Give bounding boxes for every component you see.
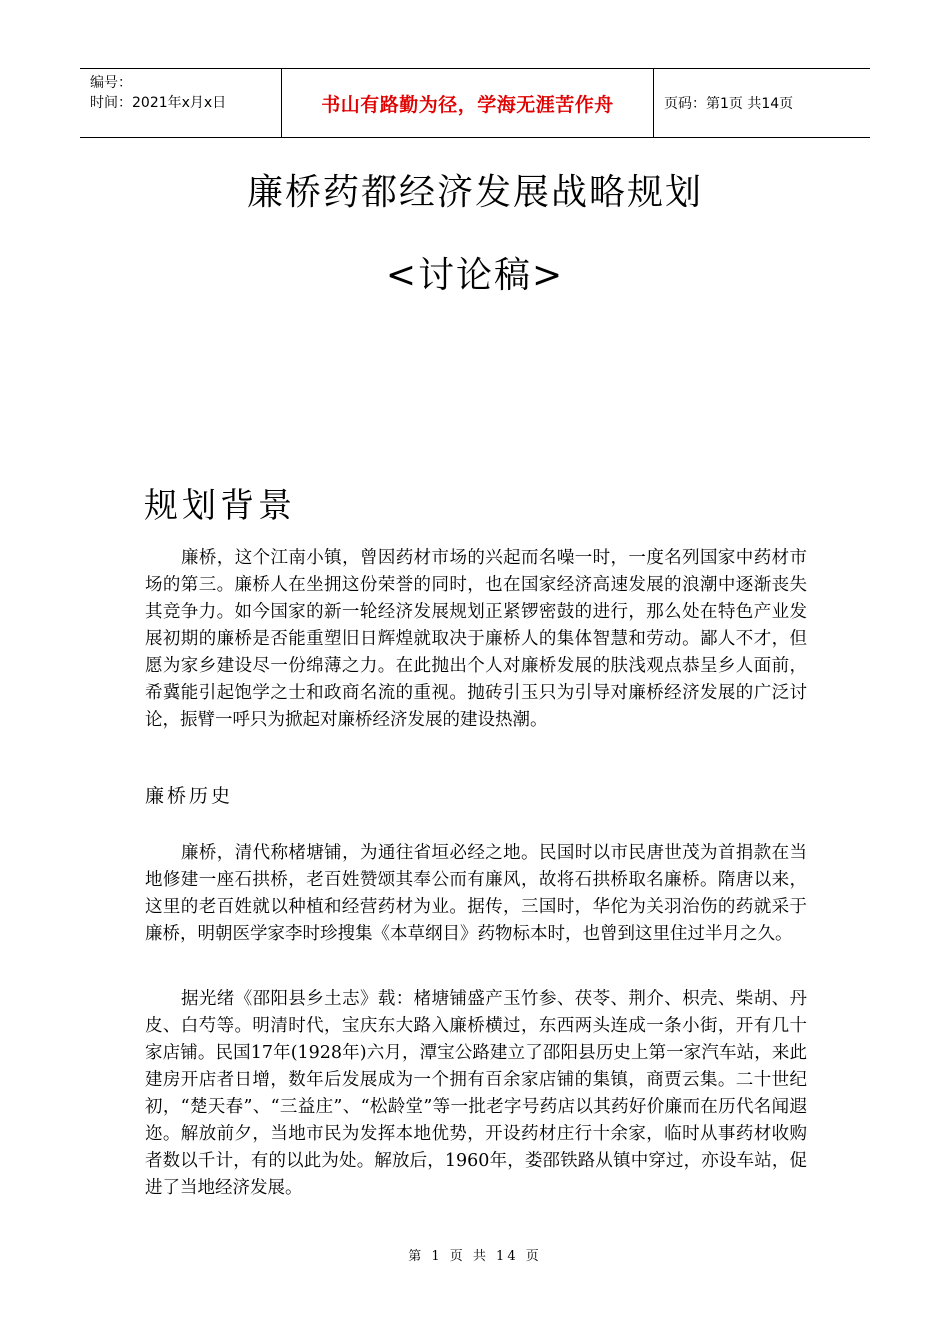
header-motto: 书山有路勤为径，学海无涯苦作舟 — [282, 69, 654, 137]
document-subtitle: <讨论稿> — [385, 255, 565, 296]
header-page-info: 页码：第1页 共14页 — [664, 96, 794, 112]
header-meta — [80, 69, 282, 137]
number-label: 编号： — [90, 75, 132, 91]
time-label: 时间：2021年x月x日 — [90, 95, 227, 111]
paragraph-history-2: 据光绪《邵阳县乡土志》载：楮塘铺盛产玉竹参、茯苓、荆介、枳壳、柴胡、丹皮、白芍等。明清时代，宝庆东大路入廉桥横过，东西两头连成一条小街，开有几十家店铺。民国17年(1928年)六月，潭宝公路建立了邵阳县历史上第一家汽车站，来此建房开店者日增，数年后发展成为一个拥有百余家店铺的集镇，商贾云集。二十世纪初，“楚天春”、“三益庄”、“松龄堂”等一批老字号药店以其药好价廉而在历代名闻遐迩。解放前夕，当地市民为发挥本地优势，开设药材庄行十余家，临时从事药材收购者数以千计，有的以此为处。解放后，1960年，娄邵铁路从镇中穿过，亦设车站，促进了当地经济发展。 — [145, 989, 807, 1198]
page-header — [80, 68, 870, 138]
section-heading: 规划背景 — [144, 486, 296, 526]
paragraph-history-1: 廉桥，清代称楮塘铺，为通往省垣必经之地。民国时以市民唐世茂为首捐款在当地修建一座石拱桥，老百姓赞颂其奉公而有廉风，故将石拱桥取名廉桥。隋唐以来，这里的老百姓就以种植和经营药材为业。据传，三国时，华佗为关羽治伤的药就采于廉桥，明朝医学家李时珍搜集《本草纲目》药物标本时，也曾到这里住过半月之久。 — [145, 843, 807, 944]
page-footer: 第 1 页 共 14 页 — [408, 1249, 542, 1264]
subheading-history: 廉桥历史 — [145, 785, 234, 807]
document-title: 廉桥药都经济发展战略规划 — [246, 172, 703, 213]
paragraph-background: 廉桥，这个江南小镇，曾因药材市场的兴起而名噪一时，一度名列国家中药材市场的第三。廉桥人在坐拥这份荣誉的同时，也在国家经济高速发展的浪潮中逐渐丧失其竞争力。如今国家的新一轮经济发展规划正紧锣密鼓的进行，那么处在特色产业发展初期的廉桥是否能重塑旧日辉煌就取决于廉桥人的集体智慧和劳动。鄙人不才，但愿为家乡建设尽一份绵薄之力。在此抛出个人对廉桥发展的肤浅观点恭呈乡人面前，希冀能引起饱学之士和政商名流的重视。抛砖引玉只为引导对廉桥经济发展的广泛讨论，振臂一呼只为掀起对廉桥经济发展的建设热潮。 — [145, 548, 807, 730]
